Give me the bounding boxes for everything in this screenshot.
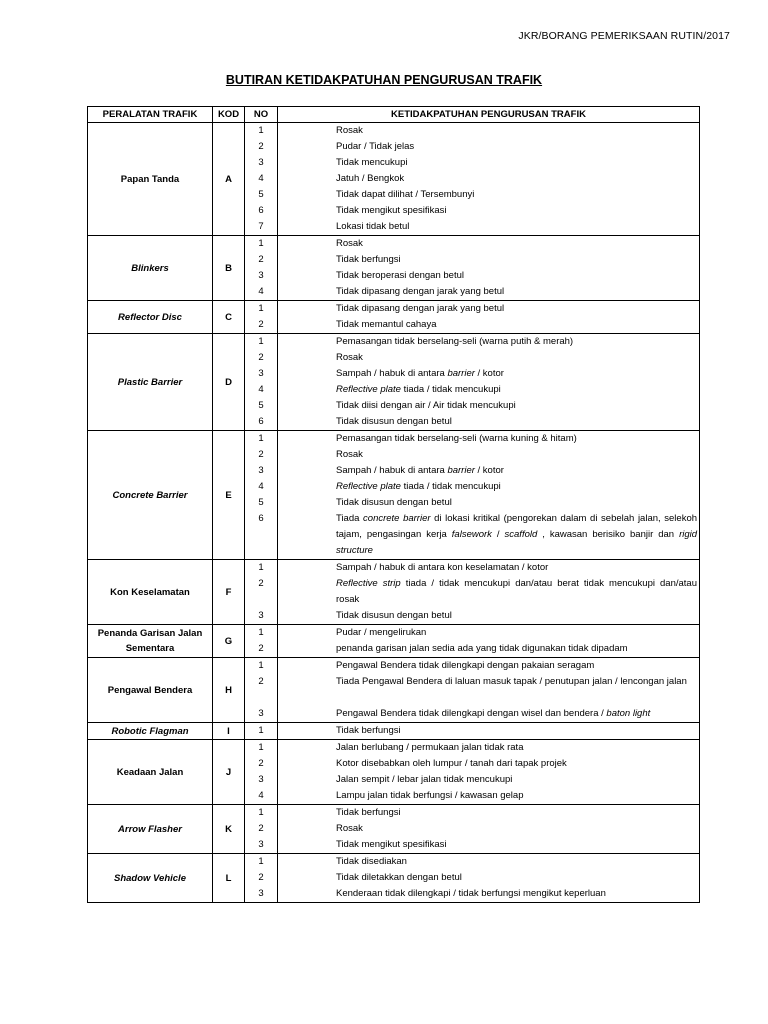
column-header-kod: KOD (213, 107, 245, 123)
table-row (88, 854, 700, 903)
equipment-cell: Penanda Garisan Jalan Sementara (88, 625, 213, 658)
item-number: 2 (258, 823, 264, 834)
item-number: 3 (258, 465, 264, 476)
table-header-row (88, 107, 700, 123)
noncompliance-cell (278, 236, 700, 301)
noncompliance-item: Pudar / Tidak jelas (336, 141, 415, 152)
item-number: 3 (258, 774, 264, 785)
noncompliance-item: Tidak disediakan (336, 856, 407, 867)
item-number: 1 (258, 725, 264, 736)
item-number: 6 (258, 513, 264, 524)
no-cell (245, 723, 278, 740)
column-header-equipment: PERALATAN TRAFIK (88, 107, 213, 123)
noncompliance-item: Sampah / habuk di antara kon keselamatan / kotor (336, 562, 549, 573)
noncompliance-item: Tidak berfungsi (336, 807, 401, 818)
noncompliance-item: Tidak berfungsi (336, 254, 401, 265)
table-row (88, 805, 700, 854)
no-cell (245, 334, 278, 431)
kod-cell: G (213, 625, 245, 658)
noncompliance-item: Tidak mengikut spesifikasi (336, 839, 447, 850)
item-number: 5 (258, 189, 264, 200)
noncompliance-item: Reflective strip tiada / tidak mencukupi dan/atau berat tidak mencukupi dan/atau rosak (336, 578, 697, 605)
noncompliance-item: Tidak dipasang dengan jarak yang betul (336, 286, 505, 297)
kod-cell: D (213, 334, 245, 431)
noncompliance-item: Kotor disebabkan oleh lumpur / tanah dari tapak projek (336, 758, 567, 769)
noncompliance-item: Tidak mencukupi (336, 157, 408, 168)
noncompliance-cell (278, 854, 700, 903)
equipment-cell: Arrow Flasher (88, 805, 213, 854)
no-cell (245, 740, 278, 805)
table-row (88, 431, 700, 560)
no-cell (245, 658, 278, 723)
noncompliance-table (87, 106, 700, 903)
noncompliance-item: Lokasi tidak betul (336, 221, 410, 232)
item-number: 3 (258, 610, 264, 621)
noncompliance-item: Tidak dapat dilihat / Tersembunyi (336, 189, 475, 200)
equipment-cell: Kon Keselamatan (88, 560, 213, 625)
noncompliance-item: Rosak (336, 125, 363, 136)
item-number: 2 (258, 676, 264, 687)
noncompliance-cell (278, 123, 700, 236)
noncompliance-cell (278, 723, 700, 740)
noncompliance-item: Rosak (336, 238, 363, 249)
item-number: 2 (258, 758, 264, 769)
noncompliance-item: Pengawal Bendera tidak dilengkapi dengan wisel dan bendera / baton light (336, 708, 651, 719)
noncompliance-item: Reflective plate tiada / tidak mencukupi (336, 384, 501, 395)
item-number: 5 (258, 497, 264, 508)
kod-cell: K (213, 805, 245, 854)
noncompliance-item: Tidak dipasang dengan jarak yang betul (336, 303, 505, 314)
noncompliance-item: Tidak disusun dengan betul (336, 416, 452, 427)
column-header-noncompliance: KETIDAKPATUHAN PENGURUSAN TRAFIK (278, 107, 700, 123)
table-row (88, 625, 700, 658)
item-number: 4 (258, 481, 264, 492)
item-number: 1 (258, 303, 264, 314)
noncompliance-cell (278, 301, 700, 334)
kod-cell: B (213, 236, 245, 301)
kod-cell: C (213, 301, 245, 334)
item-number: 3 (258, 157, 264, 168)
no-cell (245, 431, 278, 560)
noncompliance-item: Tidak disusun dengan betul (336, 497, 452, 508)
noncompliance-item: Pudar / mengelirukan (336, 627, 427, 638)
item-number: 1 (258, 660, 264, 671)
kod-cell: L (213, 854, 245, 903)
equipment-cell: Plastic Barrier (88, 334, 213, 431)
noncompliance-item: Jalan berlubang / permukaan jalan tidak rata (336, 742, 524, 753)
no-cell (245, 236, 278, 301)
item-number: 1 (258, 627, 264, 638)
noncompliance-item: Tidak diletakkan dengan betul (336, 872, 462, 883)
table-row (88, 236, 700, 301)
item-number: 2 (258, 578, 264, 589)
noncompliance-item: Sampah / habuk di antara barrier / kotor (336, 465, 504, 476)
noncompliance-item: Pemasangan tidak berselang-seli (warna kuning & hitam) (336, 433, 577, 444)
noncompliance-cell (278, 805, 700, 854)
column-header-no: NO (245, 107, 278, 123)
noncompliance-cell (278, 334, 700, 431)
table-row (88, 301, 700, 334)
noncompliance-item: Reflective plate tiada / tidak mencukupi (336, 481, 501, 492)
noncompliance-item: Rosak (336, 823, 363, 834)
no-cell (245, 854, 278, 903)
noncompliance-item: Tidak memantul cahaya (336, 319, 437, 330)
item-number: 1 (258, 856, 264, 867)
noncompliance-item: Sampah / habuk di antara barrier / kotor (336, 368, 504, 379)
no-cell (245, 560, 278, 625)
item-number: 1 (258, 125, 264, 136)
noncompliance-item: Pemasangan tidak berselang-seli (warna putih & merah) (336, 336, 574, 347)
noncompliance-item: Rosak (336, 352, 363, 363)
item-number: 2 (258, 141, 264, 152)
noncompliance-item: Jalan sempit / lebar jalan tidak mencukupi (336, 774, 513, 785)
table-row (88, 658, 700, 723)
no-cell (245, 123, 278, 236)
table-row (88, 560, 700, 625)
noncompliance-item: Pengawal Bendera tidak dilengkapi dengan pakaian seragam (336, 660, 595, 671)
item-number: 2 (258, 643, 264, 654)
noncompliance-item: Tidak disusun dengan betul (336, 610, 452, 621)
noncompliance-cell (278, 658, 700, 723)
noncompliance-cell (278, 560, 700, 625)
item-number: 4 (258, 790, 264, 801)
table-body (88, 123, 700, 903)
equipment-cell: Papan Tanda (88, 123, 213, 236)
item-number: 3 (258, 270, 264, 281)
item-number: 4 (258, 173, 264, 184)
noncompliance-item: Tiada Pengawal Bendera di laluan masuk tapak / penutupan jalan / lencongan jalan (336, 676, 687, 687)
noncompliance-item: Tidak diisi dengan air / Air tidak mencukupi (336, 400, 516, 411)
no-cell (245, 625, 278, 658)
noncompliance-item: Rosak (336, 449, 363, 460)
no-cell (245, 301, 278, 334)
item-number: 3 (258, 888, 264, 899)
table-row (88, 123, 700, 236)
item-number: 2 (258, 319, 264, 330)
noncompliance-item: Kenderaan tidak dilengkapi / tidak berfungsi mengikut keperluan (336, 888, 606, 899)
noncompliance-item: Tidak berfungsi (336, 725, 401, 736)
noncompliance-item: penanda garisan jalan sedia ada yang tidak digunakan tidak dipadam (336, 643, 628, 654)
item-number: 5 (258, 400, 264, 411)
no-cell (245, 805, 278, 854)
kod-cell: F (213, 560, 245, 625)
item-number: 2 (258, 449, 264, 460)
noncompliance-item: Jatuh / Bengkok (336, 173, 405, 184)
item-number: 2 (258, 254, 264, 265)
noncompliance-cell (278, 431, 700, 560)
noncompliance-cell (278, 625, 700, 658)
item-number: 4 (258, 384, 264, 395)
item-number: 4 (258, 286, 264, 297)
kod-cell: I (213, 723, 245, 740)
noncompliance-cell (278, 740, 700, 805)
kod-cell: A (213, 123, 245, 236)
noncompliance-item: Tidak beroperasi dengan betul (336, 270, 464, 281)
noncompliance-item: Tiada concrete barrier di lokasi kritikal (pengorekan dalam di sebelah jalan, selekoh tajam, pengasingan kerja falsework / scaffold , kawasan berisiko banjir dan rigid structure (336, 513, 698, 556)
equipment-cell: Concrete Barrier (88, 431, 213, 560)
item-number: 1 (258, 807, 264, 818)
item-number: 7 (258, 221, 264, 232)
item-number: 1 (258, 562, 264, 573)
equipment-cell: Pengawal Bendera (88, 658, 213, 723)
page-title: BUTIRAN KETIDAKPATUHAN PENGURUSAN TRAFIK (225, 73, 543, 87)
item-number: 2 (258, 872, 264, 883)
item-number: 3 (258, 708, 264, 719)
kod-cell: E (213, 431, 245, 560)
item-number: 2 (258, 352, 264, 363)
item-number: 6 (258, 416, 264, 427)
kod-cell: H (213, 658, 245, 723)
item-number: 1 (258, 238, 264, 249)
table-row (88, 334, 700, 431)
equipment-cell: Shadow Vehicle (88, 854, 213, 903)
item-number: 6 (258, 205, 264, 216)
noncompliance-item: Lampu jalan tidak berfungsi / kawasan gelap (336, 790, 524, 801)
item-number: 3 (258, 839, 264, 850)
kod-cell: J (213, 740, 245, 805)
item-number: 1 (258, 336, 264, 347)
equipment-cell: Keadaan Jalan (88, 740, 213, 805)
table-row (88, 740, 700, 805)
equipment-cell: Reflector Disc (88, 301, 213, 334)
form-reference-code: JKR/BORANG PEMERIKSAAN RUTIN/2017 (518, 30, 730, 42)
noncompliance-item: Tidak mengikut spesifikasi (336, 205, 447, 216)
table-row (88, 723, 700, 740)
equipment-cell: Blinkers (88, 236, 213, 301)
equipment-cell: Robotic Flagman (88, 723, 213, 740)
item-number: 1 (258, 433, 264, 444)
item-number: 1 (258, 742, 264, 753)
item-number: 3 (258, 368, 264, 379)
